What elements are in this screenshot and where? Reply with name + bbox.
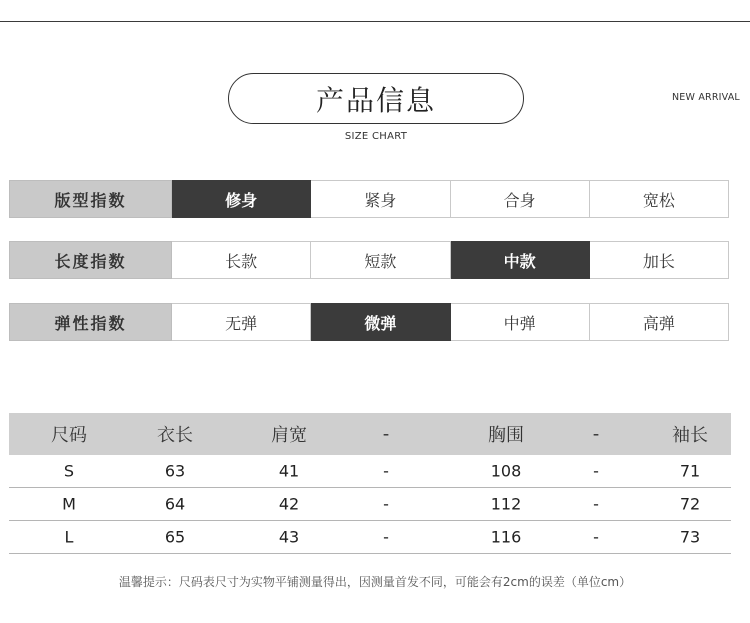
cell-chest: 108 (490, 461, 522, 481)
cell-chest: 116 (490, 527, 522, 547)
page-subtitle: SIZE CHART (344, 131, 408, 142)
elasticity-index-row (9, 303, 729, 341)
length-option-2[interactable]: 短款 (311, 241, 450, 279)
fit-option-2[interactable]: 紧身 (311, 180, 450, 218)
cell-sleeve: 72 (679, 494, 701, 514)
header-sleeve: 袖长 (672, 425, 708, 446)
size-table-header (9, 413, 731, 455)
header-chest: 胸围 (488, 425, 524, 446)
cell-sleeve: 73 (679, 527, 701, 547)
cell-placeholder: - (593, 461, 599, 481)
header-length: 衣长 (157, 425, 193, 446)
fit-option-4[interactable]: 宽松 (590, 180, 729, 218)
elasticity-option-2[interactable]: 微弹 (311, 303, 450, 341)
cell-chest: 112 (490, 494, 522, 514)
fit-option-1[interactable]: 修身 (172, 180, 311, 218)
page-title-text: 产品信息 (315, 83, 436, 117)
fit-index-row (9, 180, 729, 218)
header-size: 尺码 (51, 425, 87, 446)
cell-sleeve: 71 (679, 461, 701, 481)
elasticity-option-4[interactable]: 高弹 (590, 303, 729, 341)
fit-index-label: 版型指数 (9, 180, 172, 218)
page-title (228, 73, 524, 124)
new-arrival-label: NEW ARRIVAL (672, 92, 740, 103)
cell-placeholder: - (383, 527, 389, 547)
cell-shoulder: 43 (278, 527, 300, 547)
size-table (9, 413, 731, 554)
cell-length: 63 (164, 461, 186, 481)
elasticity-option-1[interactable]: 无弹 (172, 303, 311, 341)
fit-option-3[interactable]: 合身 (451, 180, 590, 218)
cell-size: S (63, 461, 75, 481)
cell-placeholder: - (593, 494, 599, 514)
table-row (9, 488, 731, 521)
table-row (9, 521, 731, 554)
cell-size: L (64, 527, 74, 547)
length-index-row (9, 241, 729, 279)
cell-placeholder: - (593, 527, 599, 547)
length-index-label: 长度指数 (9, 241, 172, 279)
cell-length: 65 (164, 527, 186, 547)
length-option-3[interactable]: 中款 (451, 241, 590, 279)
cell-size: M (62, 494, 76, 514)
measurement-note: 温馨提示：尺码表尺寸为实物平铺测量得出，因测量首发不同，可能会有2cm的误差（单位cm） (118, 575, 632, 589)
length-option-4[interactable]: 加长 (590, 241, 729, 279)
elasticity-index-label: 弹性指数 (9, 303, 172, 341)
header-placeholder-2: - (592, 423, 600, 445)
header-placeholder-1: - (382, 423, 390, 445)
length-option-1[interactable]: 长款 (172, 241, 311, 279)
cell-shoulder: 41 (278, 461, 300, 481)
cell-placeholder: - (383, 494, 389, 514)
elasticity-option-3[interactable]: 中弹 (451, 303, 590, 341)
cell-length: 64 (164, 494, 186, 514)
top-divider (0, 21, 750, 22)
cell-placeholder: - (383, 461, 389, 481)
cell-shoulder: 42 (278, 494, 300, 514)
table-row (9, 455, 731, 488)
header-shoulder: 肩宽 (271, 425, 307, 446)
